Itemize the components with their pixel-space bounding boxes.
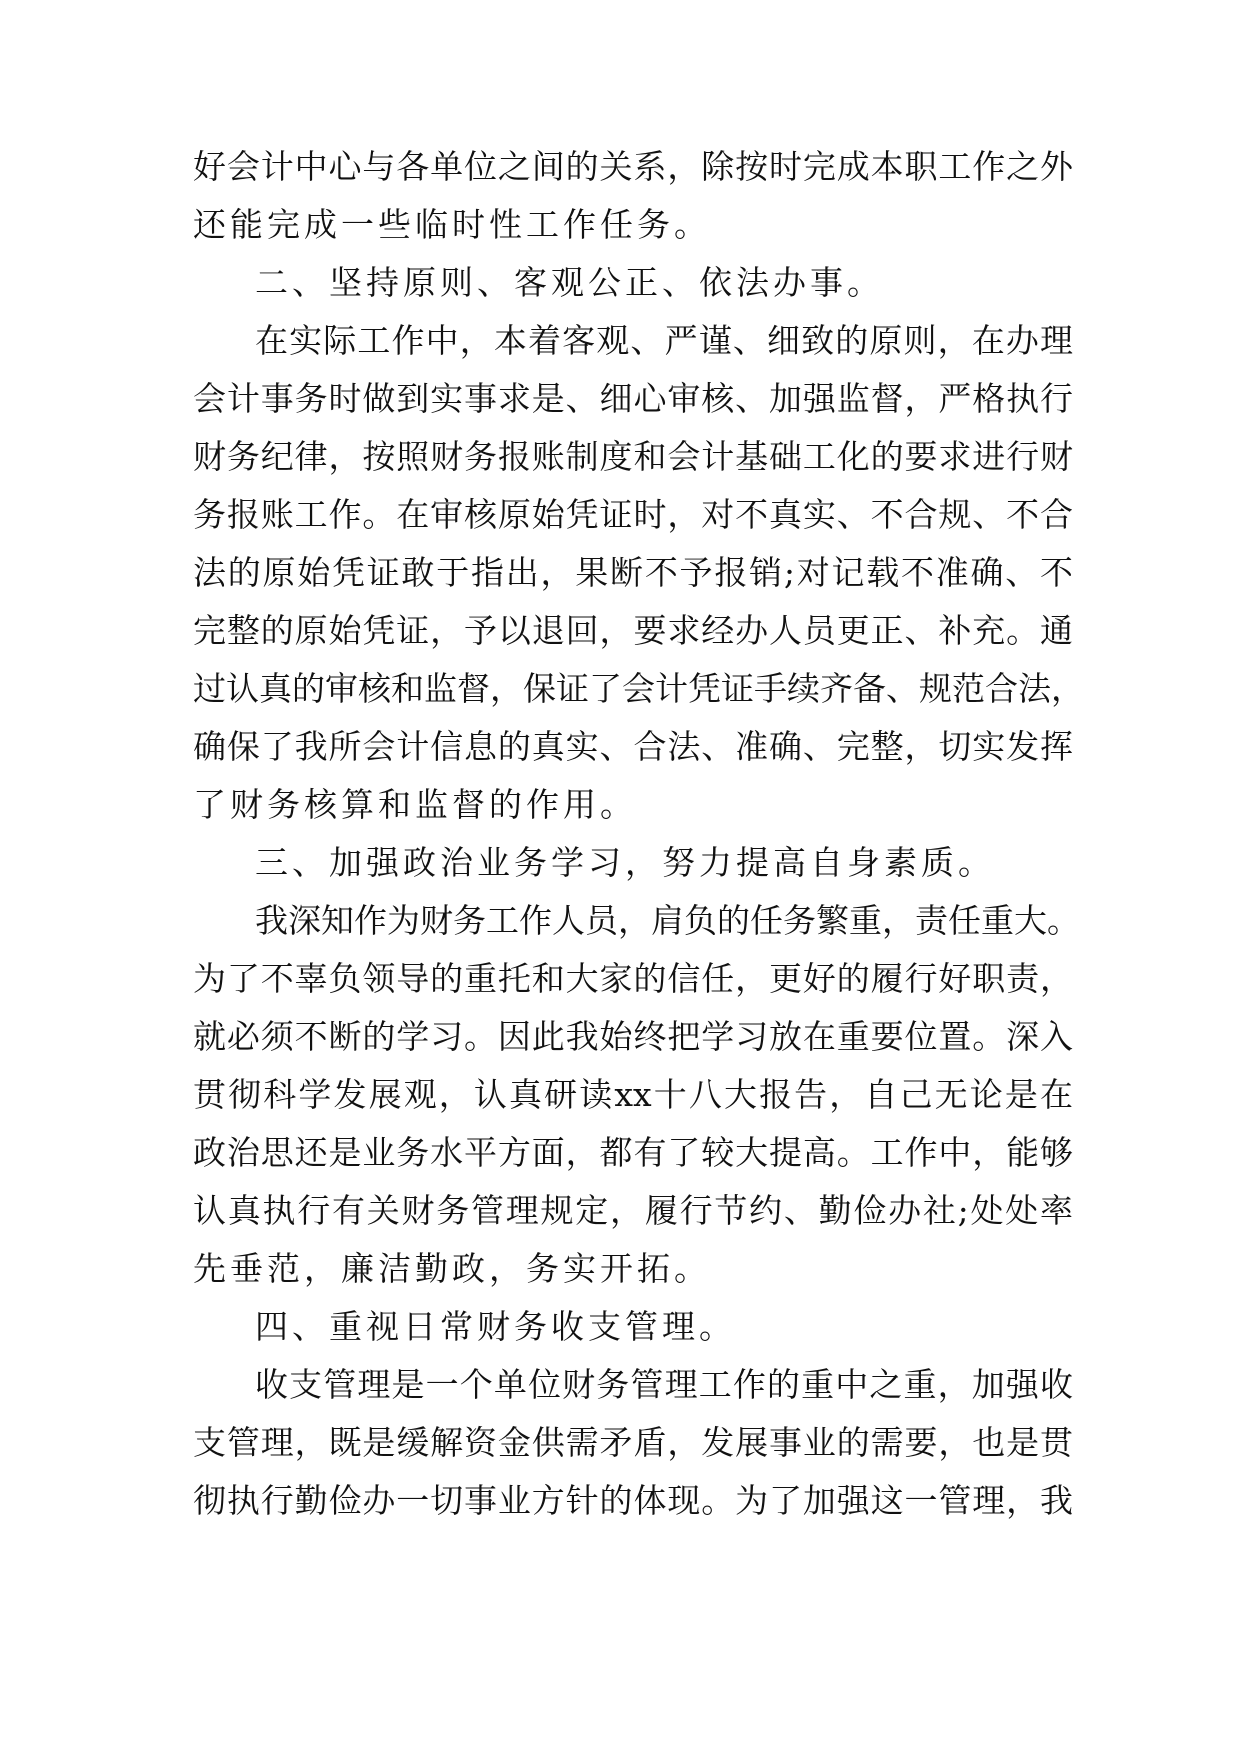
text-line: 确保了我所会计信息的真实、合法、准确、完整，切实发挥 xyxy=(193,727,1073,766)
text-line: 为了不辜负领导的重托和大家的信任，更好的履行好职责， xyxy=(193,959,1073,998)
text-line: 贯彻科学发展观，认真研读xx十八大报告，自己无论是在 xyxy=(193,1075,1073,1114)
text-line: 务报账工作。在审核原始凭证时，对不真实、不合规、不合 xyxy=(193,495,1073,534)
text-line: 过认真的审核和监督，保证了会计凭证手续齐备、规范合法， xyxy=(193,669,1084,708)
text-line: 认真执行有关财务管理规定，履行节约、勤俭办社;处处率 xyxy=(193,1191,1073,1230)
text-line: 会计事务时做到实事求是、细心审核、加强监督，严格执行 xyxy=(193,379,1073,418)
text-line: 彻执行勤俭办一切事业方针的体现。为了加强这一管理，我 xyxy=(193,1481,1073,1520)
section-heading: 二、坚持原则、客观公正、依法办事。 xyxy=(255,263,884,302)
section-heading: 四、重视日常财务收支管理。 xyxy=(255,1307,736,1346)
section-heading: 三、加强政治业务学习，努力提高自身素质。 xyxy=(255,843,995,882)
text-line: 就必须不断的学习。因此我始终把学习放在重要位置。深入 xyxy=(193,1017,1073,1056)
text-line: 在实际工作中，本着客观、严谨、细致的原则，在办理 xyxy=(255,321,1073,360)
text-line: 我深知作为财务工作人员，肩负的任务繁重，责任重大。 xyxy=(255,901,1080,940)
text-line: 财务纪律，按照财务报账制度和会计基础工化的要求进行财 xyxy=(193,437,1073,476)
text-line: 先垂范，廉洁勤政，务实开拓。 xyxy=(193,1249,711,1288)
text-line: 完整的原始凭证，予以退回，要求经办人员更正、补充。通 xyxy=(193,611,1073,650)
text-line: 政治思还是业务水平方面，都有了较大提高。工作中，能够 xyxy=(193,1133,1073,1172)
text-line: 了财务核算和监督的作用。 xyxy=(193,785,637,824)
text-line: 法的原始凭证敢于指出，果断不予报销;对记载不准确、不 xyxy=(193,553,1073,592)
text-line: 收支管理是一个单位财务管理工作的重中之重，加强收 xyxy=(255,1365,1073,1404)
text-line: 好会计中心与各单位之间的关系，除按时完成本职工作之外 xyxy=(193,147,1073,186)
text-line: 支管理，既是缓解资金供需矛盾，发展事业的需要，也是贯 xyxy=(193,1423,1073,1462)
text-line: 还能完成一些临时性工作任务。 xyxy=(193,205,711,244)
